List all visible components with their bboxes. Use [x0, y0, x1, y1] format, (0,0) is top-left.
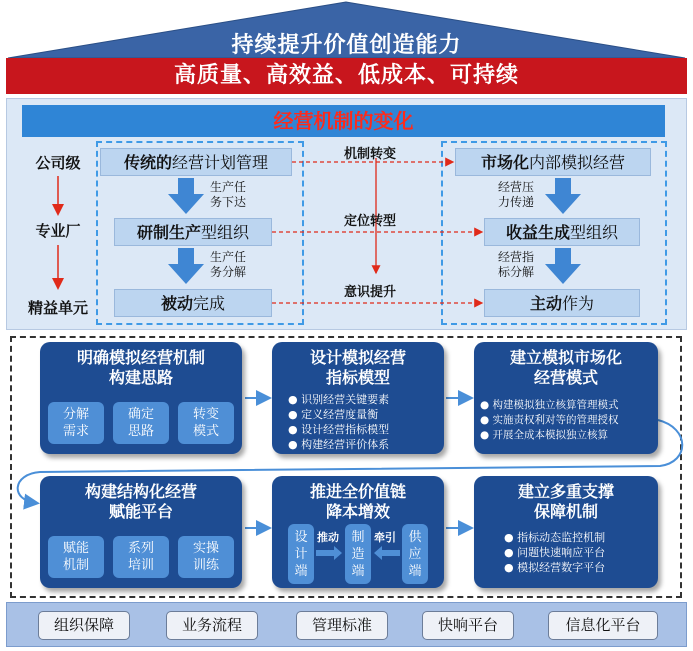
traditional-plan-box: 传统的经营计划管理 — [100, 148, 292, 176]
card-support-mechanism — [474, 476, 658, 588]
bullet-list: ● 构建模拟独立核算管理模式 ● 实施责权利对等的管理授权 ● 开展全成本模拟独立核算 — [480, 399, 619, 441]
foundation-quick-response: 快响平台 — [422, 611, 514, 640]
card-value-chain — [272, 476, 444, 588]
revenue-org-box: 收益生成型组织 — [484, 218, 640, 246]
chip-shift-mode: 转变 模式 — [178, 402, 234, 444]
chip-enable-mechanism: 赋能 机制 — [48, 536, 104, 578]
step-task-issue: 生产任 务下达 — [210, 180, 247, 209]
label-awareness-rise: 意识提升 — [344, 285, 397, 300]
foundation-org-support: 组织保障 — [38, 611, 130, 640]
label-mechanism-shift: 机制转变 — [344, 147, 397, 162]
foundation-business-process: 业务流程 — [166, 611, 258, 640]
bullet-list: ● 识别经营关键要素 ● 定义经营度量衡 ● 设计经营指标模型 ● 构建经营评价体系 — [288, 393, 390, 451]
card-title: 建立多重支撑 保障机制 — [517, 482, 614, 521]
card-title: 建立模拟市场化 经营模式 — [509, 348, 622, 387]
bullet-list: ● 指标动态监控机制 ● 问题快速响应平台 ● 模拟经营数字平台 — [504, 531, 606, 574]
market-simulation-box: 市场化内部模拟经营 — [455, 148, 651, 176]
card-title: 设计模拟经营 指标模型 — [309, 348, 406, 387]
card-market-mode — [474, 342, 658, 454]
step-indicator-breakdown: 经营指 标分解 — [498, 250, 535, 279]
label-drive: 推动 — [317, 531, 339, 544]
level-company: 公司级 — [35, 154, 81, 172]
step-pressure-transfer: 经营压 力传递 — [498, 180, 535, 209]
passive-completion-box: 被动完成 — [114, 289, 272, 317]
foundation-management-standard: 管理标准 — [296, 611, 388, 640]
foundation-it-platform: 信息化平台 — [548, 611, 658, 640]
card-title: 构建结构化经营 赋能平台 — [84, 482, 197, 521]
card-enablement-platform — [40, 476, 242, 588]
chip-design-end: 设 计 端 — [288, 524, 314, 584]
card-title: 明确模拟经营机制 构建思路 — [76, 348, 205, 387]
rd-production-org-box: 研制生产型组织 — [114, 218, 272, 246]
card-indicator-model — [272, 342, 444, 454]
chip-decompose-needs: 分解 需求 — [48, 402, 104, 444]
chip-define-approach: 确定 思路 — [113, 402, 169, 444]
chip-manufacturing-end: 制 造 端 — [345, 524, 371, 584]
level-lean-unit: 精益单元 — [27, 299, 88, 317]
chip-series-training: 系列 培训 — [113, 536, 169, 578]
chip-practical-drill: 实操 训练 — [178, 536, 234, 578]
value-chain-arrows — [272, 476, 444, 588]
goal-banner: 高质量、高效益、低成本、可持续 — [6, 58, 687, 94]
chip-supply-end: 供 应 端 — [402, 524, 428, 584]
step-task-breakdown: 生产任 务分解 — [210, 250, 247, 279]
label-pull: 牵引 — [374, 531, 396, 544]
card-clarify-mechanism — [40, 342, 242, 454]
label-positioning-shift: 定位转型 — [344, 214, 397, 229]
proactive-action-box: 主动作为 — [484, 289, 640, 317]
card-title: 推进全价值链 降本增效 — [309, 482, 406, 521]
roof-title: 持续提升价值创造能力 — [231, 33, 462, 58]
mechanism-title: 经营机制的变化 — [22, 105, 665, 137]
level-plant: 专业厂 — [35, 222, 81, 240]
